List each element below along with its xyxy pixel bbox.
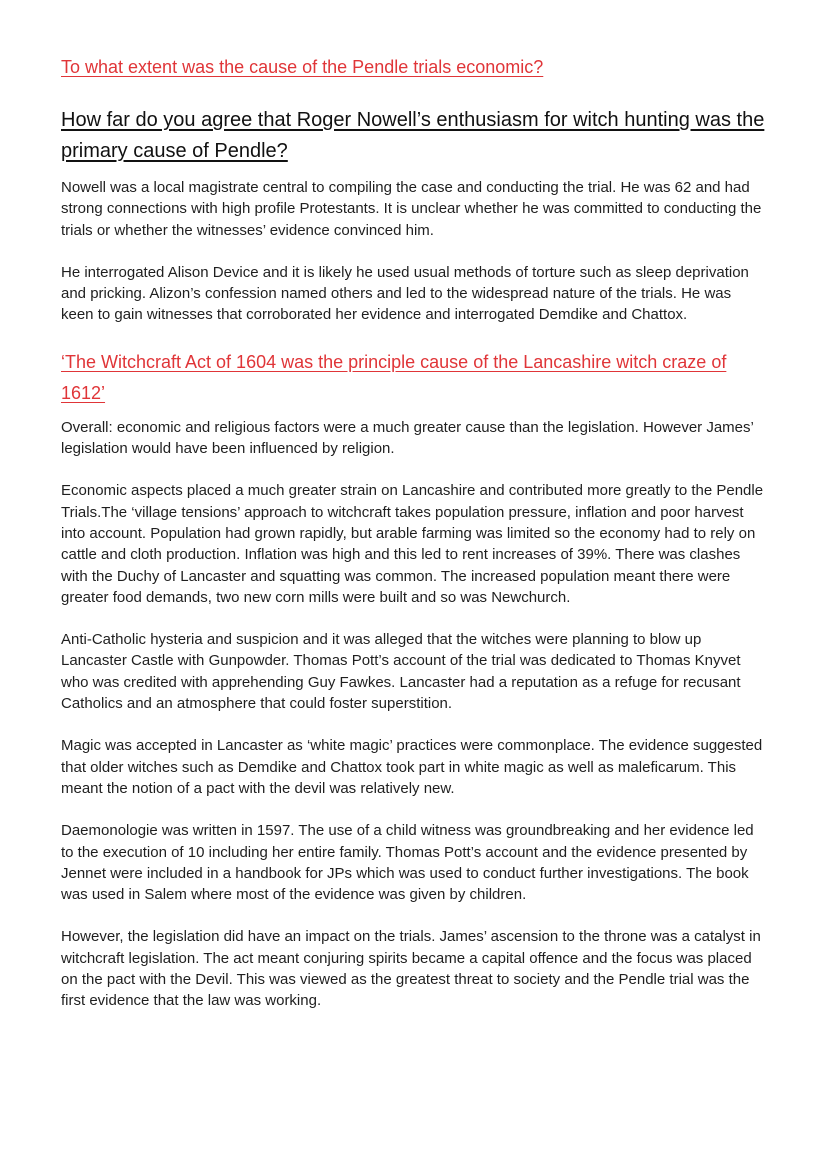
paragraph-overall-judgement: Overall: economic and religious factors were a much greater cause than the legislation. However James’ legislation would have been influenced by religion.	[61, 418, 754, 458]
paragraph-white-magic: Magic was accepted in Lancaster as ‘white magic’ practices were commonplace. The evidence suggested that older witches such as Demdike and Chattox took part in white magic as well as maleficarum. This meant the notion of a pact with the devil was relatively new.	[61, 737, 763, 797]
essay-question-heading-economic: To what extent was the cause of the Pendle trials economic?	[61, 57, 544, 77]
paragraph-legislation-impact: However, the legislation did have an impact on the trials. James’ ascension to the throne was a catalyst in witchcraft legislation. The act meant conjuring spirits became a capital offence and the focus was placed on the pact with the Devil. This was viewed as the greatest threat to society and the Pendle trial was the first evidence that the law was working.	[61, 928, 761, 1010]
essay-question-heading-nowell: How far do you agree that Roger Nowell’s enthusiasm for witch hunting was the primary cause of Pendle?	[61, 109, 765, 162]
paragraph-anti-catholic-hysteria: Anti-Catholic hysteria and suspicion and it was alleged that the witches were planning to blow up Lancaster Castle with Gunpowder. Thomas Pott’s account of the trial was dedicated to Thomas Knyvet who was credited with apprehending Guy Fawkes. Lancaster had a reputation as a refuge for recusant Catholics and an atmosphere that could foster superstition.	[61, 631, 741, 713]
paragraph-nowell-magistrate: Nowell was a local magistrate central to compiling the case and conducting the trial. He was 62 and had strong connections with high profile Protestants. It is unclear whether he was committed to conducting the trials or whether the witnesses’ evidence convinced him.	[61, 179, 762, 239]
paragraph-interrogation: He interrogated Alison Device and it is likely he used usual methods of torture such as sleep deprivation and pricking. Alizon’s confession named others and led to the widespread nature of the trials. He was keen to gain witnesses that corroborated her evidence and interrogated Demdike and Chattox.	[61, 263, 749, 324]
essay-question-heading-witchcraft-act: ‘The Witchcraft Act of 1604 was the principle cause of the Lancashire witch craze of 1612’	[61, 351, 727, 403]
paragraph-daemonologie: Daemonologie was written in 1597. The use of a child witness was groundbreaking and her evidence led to the execution of 10 including her entire family. Thomas Pott’s account and the evidence presented by Jennet were included in a handbook for JPs which was used to conduct further investigations. The book was used in Salem where most of the evidence was given by children.	[61, 822, 754, 904]
paragraph-economic-aspects: Economic aspects placed a much greater strain on Lancashire and contributed more greatly to the Pendle Trials.The ‘village tensions’ approach to witchcraft takes population pressure, inflation and poor harvest into account. Population had grown rapidly, but arable farming was limited so the economy had to rely on cattle and cloth production. Inflation was high and this led to rent increases of 39%. There was clashes with the Duchy of Lancaster and squatting was common. The increased population meant there were greater food demands, two new corn mills were built and so was Newchurch.	[61, 482, 764, 606]
